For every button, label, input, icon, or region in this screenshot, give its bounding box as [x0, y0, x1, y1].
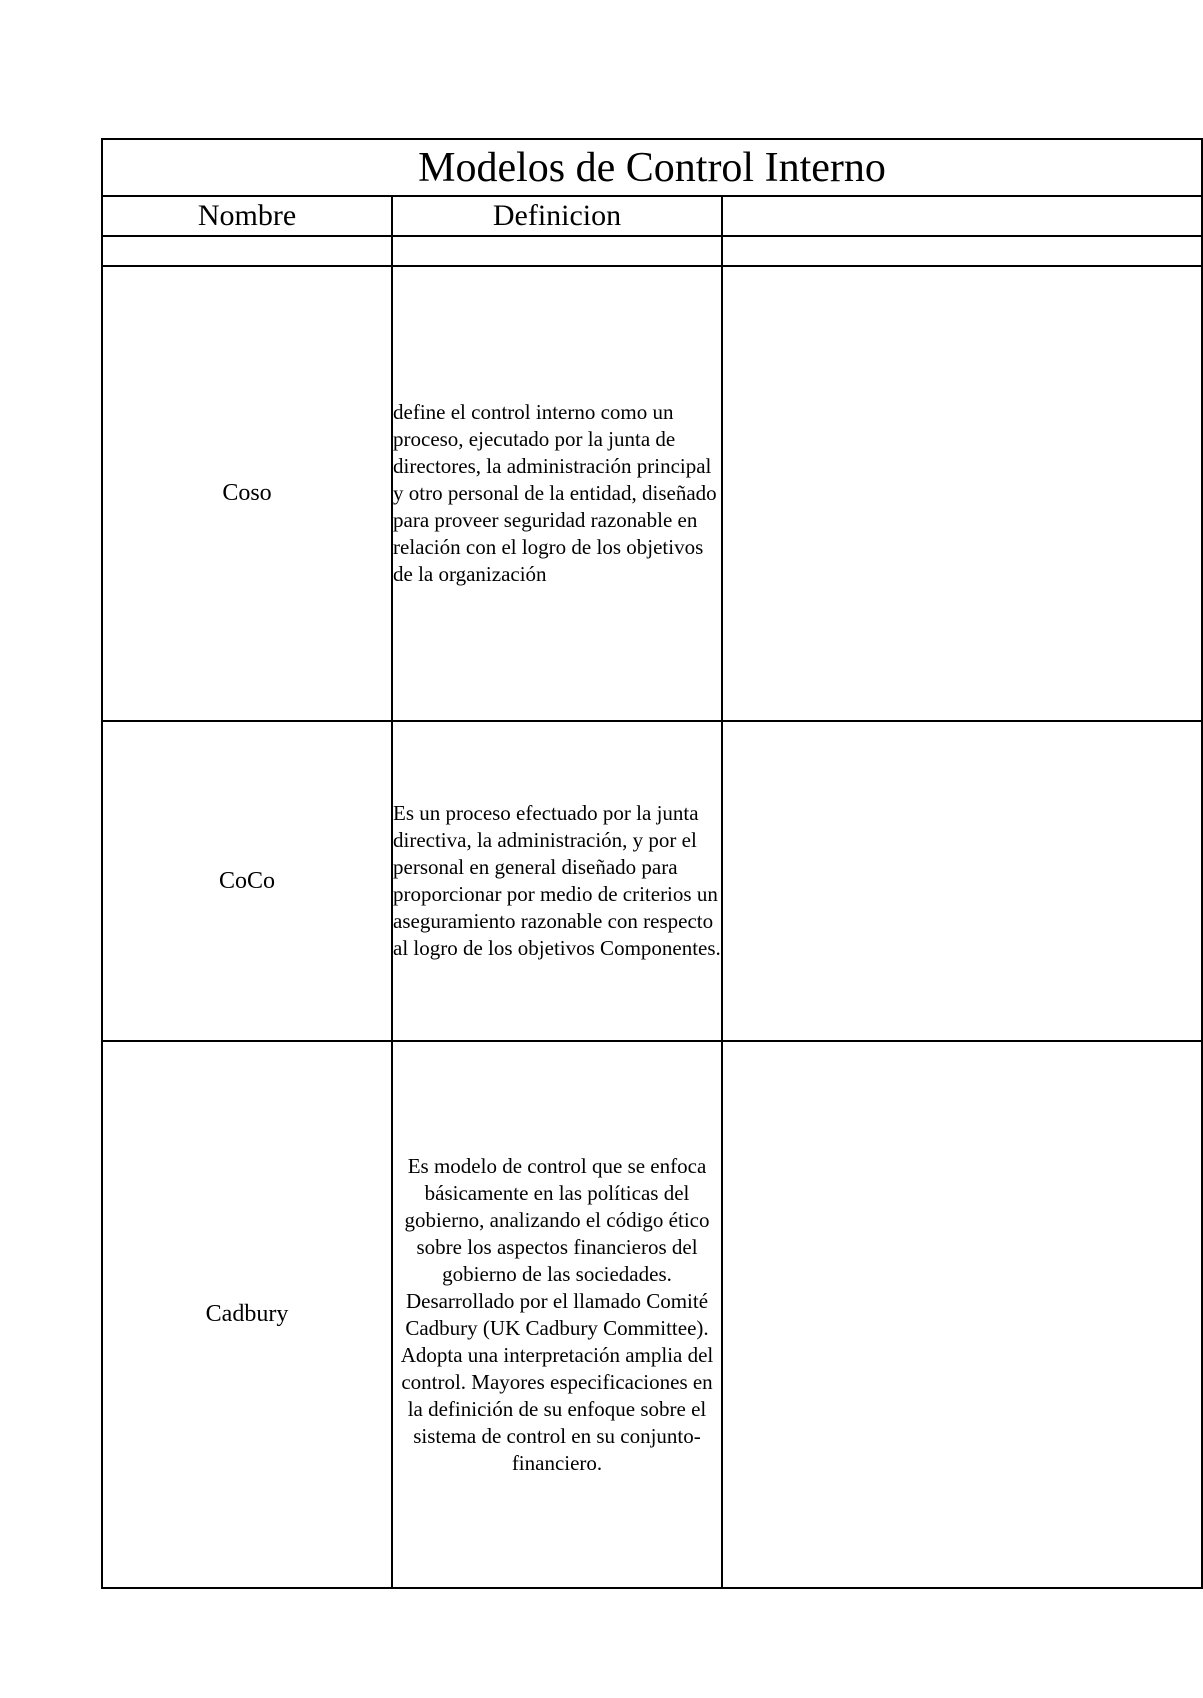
model-definition: define el control interno como un proceso, ejecutado por la junta de directores, la administración principal y otro personal de la entidad, diseñado para proveer seguridad razonable en relación con el logro de los objetivos de la organización: [392, 266, 722, 721]
empty-cell: [722, 1041, 1202, 1588]
spacer-cell: [102, 236, 392, 266]
spreadsheet-printout: [101, 138, 886, 1592]
empty-cell: [722, 266, 1202, 721]
model-name: CoCo: [102, 721, 392, 1041]
spacer-cell: [392, 236, 722, 266]
header-nombre: Nombre: [102, 196, 392, 236]
table-row: [102, 721, 1202, 1041]
title-row: [102, 139, 1202, 196]
model-name: Cadbury: [102, 1041, 392, 1588]
table-row: [102, 266, 1202, 721]
table-title: Modelos de Control Interno: [102, 139, 1202, 196]
spacer-cell: [722, 236, 1202, 266]
header-definicion: Definicion: [392, 196, 722, 236]
header-row: [102, 196, 1202, 236]
spacer-row: [102, 236, 1202, 266]
model-definition: Es modelo de control que se enfoca básicamente en las políticas del gobierno, analizando el código ético sobre los aspectos financieros del gobierno de las sociedades. Desarrollado por el llamado Comité Cadbury (UK Cadbury Committee). Adopta una interpretación amplia del control. Mayores especificaciones en la definición de su enfoque sobre el sistema de control en su conjunto-financiero.: [392, 1041, 722, 1588]
control-models-table: [101, 138, 1203, 1589]
empty-cell: [722, 721, 1202, 1041]
header-extra: [722, 196, 1202, 236]
model-definition: Es un proceso efectuado por la junta directiva, la administración, y por el personal en general diseñado para proporcionar por medio de criterios un aseguramiento razonable con respecto al logro de los objetivos Componentes.: [392, 721, 722, 1041]
table-row: [102, 1041, 1202, 1588]
model-name: Coso: [102, 266, 392, 721]
